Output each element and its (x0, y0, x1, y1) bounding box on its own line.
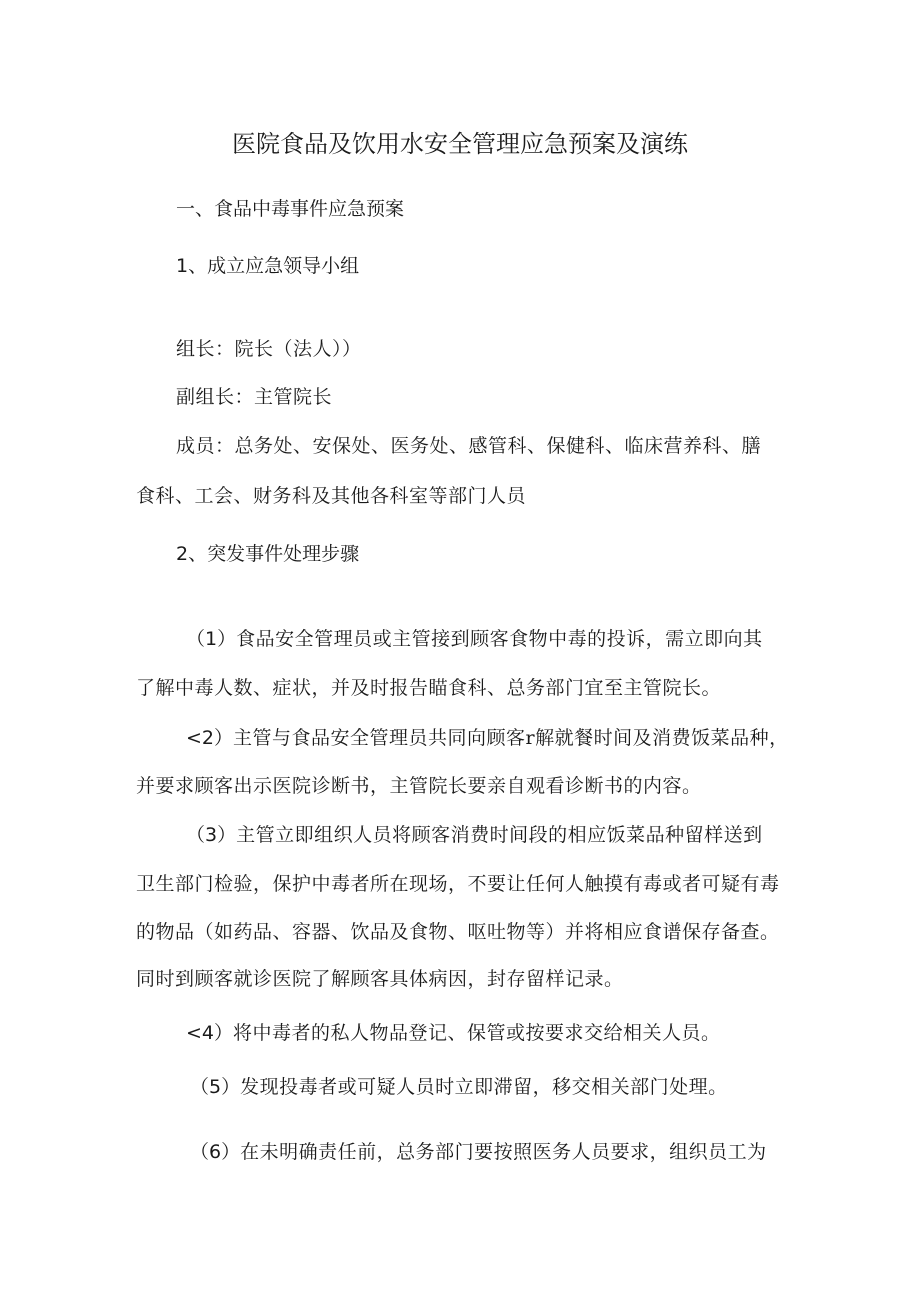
step-4-text: 将中毒者的私人物品登记、保管或按要求交给相关人员。 (233, 1022, 721, 1044)
step-3-line-3: 的物品（如药品、容器、饮品及食物、呕吐物等）并将相应食谱保存备查。 (136, 921, 780, 943)
step-5-text: 发现投毒者或可疑人员时立即滞留，移交相关部门处理。 (240, 1076, 728, 1098)
step-1-number: （1） (186, 628, 237, 650)
members-line-2: 食科、工会、财务科及其他各科室等部门人员 (136, 485, 527, 507)
members-line-1: 成员：总务处、安保处、医务处、感管科、保健科、临床营养科、膳 (176, 435, 762, 457)
step-6-number: （6） (190, 1141, 241, 1163)
step-4-number: <4） (186, 1022, 234, 1044)
step-6-line-1 (190, 1139, 767, 1165)
subsection-heading-2: 2、突发事件处理步骤 (176, 543, 360, 565)
leader-line: 组长：院长（法人）） (176, 338, 362, 360)
step-3-text: 主管立即组织人员将顾客消费时间段的相应饭菜品种留样送到 (236, 824, 763, 846)
subsection-heading-1: 1、成立应急领导小组 (176, 255, 360, 277)
step-3-line-4: 同时到顾客就诊医院了解顾客具体病因，封存留样记录。 (136, 968, 624, 990)
step-4-line-1 (186, 1020, 721, 1046)
document-title: 医院食品及饮用水安全管理应急预案及演练 (232, 130, 688, 158)
step-1-text: 食品安全管理员或主管接到顾客食物中毒的投诉，需立即向其 (236, 628, 763, 650)
step-6-text: 在未明确责任前，总务部门要按照医务人员要求，组织员工为 (240, 1141, 767, 1163)
step-3-number: （3） (186, 824, 237, 846)
step-3-line-1 (186, 822, 763, 848)
step-2-text: 主管与食品安全管理员共同向顾客r解就餐时间及消费饭菜品种， (233, 727, 789, 749)
step-1-line-2: 了解中毒人数、症状，并及时报告瞄食科、总务部门宜至主管院长。 (136, 677, 722, 699)
step-2-line-2: 并要求顾客出示医院诊断书，主管院长要亲自观看诊断书的内容。 (136, 775, 702, 797)
step-2-number: <2） (186, 727, 234, 749)
step-3-line-2: 卫生部门检验，保护中毒者所在现场，不要让任何人触摸有毒或者可疑有毒 (136, 873, 780, 895)
step-2-line-1 (186, 725, 789, 751)
deputy-leader-line: 副组长：主管院长 (176, 386, 333, 408)
section-heading-1: 一、食品中毒事件应急预案 (176, 198, 405, 220)
step-5-line-1 (190, 1074, 728, 1100)
step-5-number: （5） (190, 1076, 241, 1098)
step-1-line-1 (186, 626, 763, 652)
